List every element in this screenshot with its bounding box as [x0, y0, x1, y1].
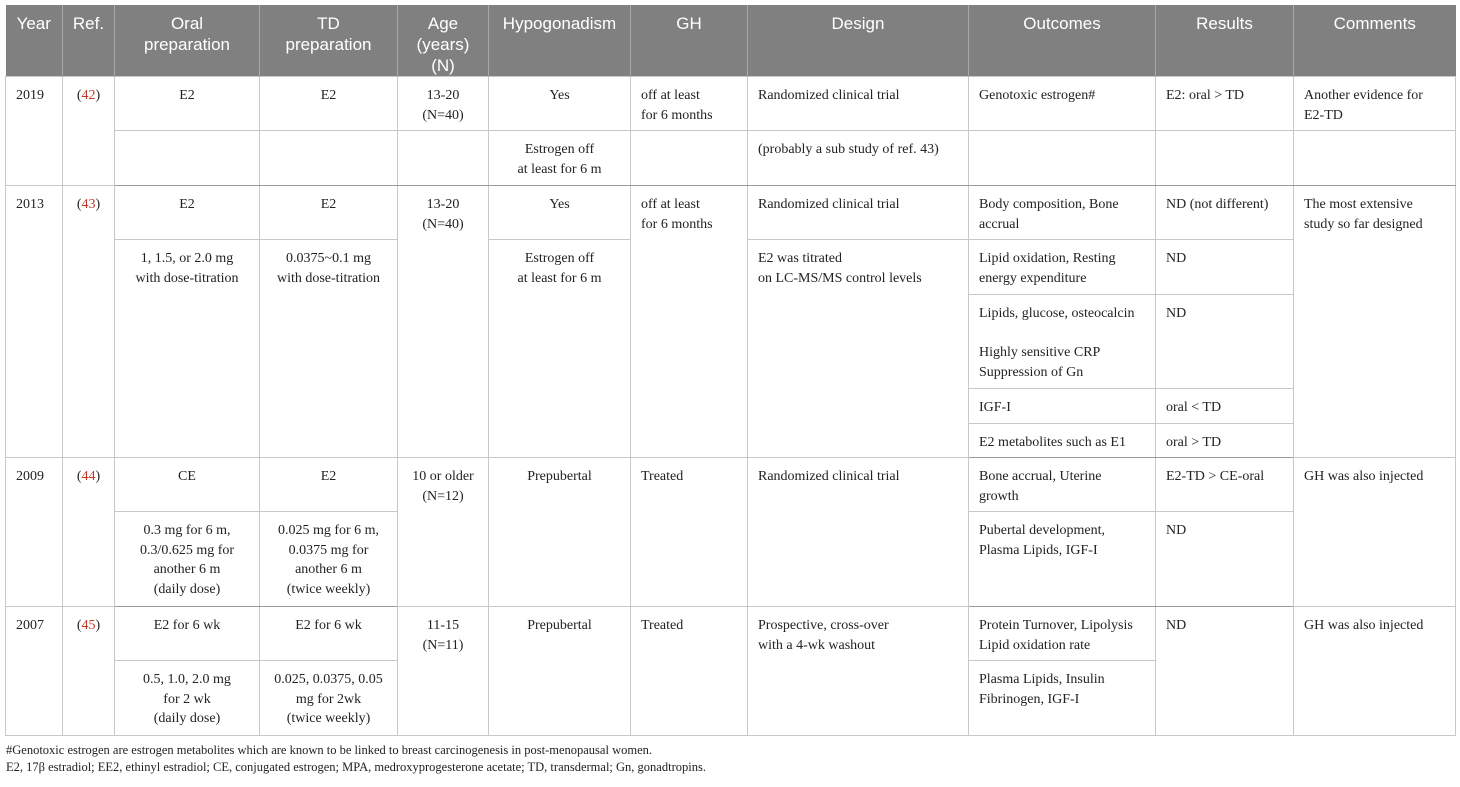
empty-cell — [631, 131, 748, 186]
td-preparation-cell: 0.025, 0.0375, 0.05 mg for 2wk (twice weekly) — [260, 661, 398, 736]
oral-preparation-cell: 0.3 mg for 6 m, 0.3/0.625 mg for another 6 m (daily dose) — [115, 512, 260, 607]
footnote-genotoxic: #Genotoxic estrogen are estrogen metabolites which are known to be linked to breast carcinogenesis in post-menopausal women. — [6, 743, 652, 757]
ref-paren: ( — [76, 469, 82, 484]
ref-paren: ) — [95, 618, 101, 633]
year-cell: 2009 — [6, 458, 63, 607]
oral-preparation-cell: CE — [115, 458, 260, 512]
ref-cell — [63, 77, 115, 186]
header-oral-preparation: Oral preparation — [115, 5, 260, 77]
comment-cell: GH was also injected — [1294, 458, 1456, 607]
study-comparison-table — [5, 5, 1456, 736]
outcome-cell: Lipid oxidation, Resting energy expenditure — [969, 240, 1156, 295]
outcome-cell: Genotoxic estrogen# — [969, 77, 1156, 131]
header-ref: Ref. — [63, 5, 115, 77]
result-cell: oral > TD — [1156, 424, 1294, 458]
header-comments: Comments — [1294, 5, 1456, 77]
ref-paren: ) — [95, 197, 101, 212]
result-cell: ND (not different) — [1156, 186, 1294, 240]
year-cell: 2007 — [6, 607, 63, 736]
td-preparation-cell: E2 — [260, 77, 398, 131]
table-container — [5, 5, 1455, 776]
age-cell: 13-20 (N=40) — [398, 77, 489, 131]
ref-paren: ( — [76, 88, 82, 103]
empty-cell — [1156, 131, 1294, 186]
ref-paren: ( — [76, 618, 82, 633]
header-year: Year — [6, 5, 63, 77]
td-preparation-cell: E2 — [260, 458, 398, 512]
ref-cell — [63, 458, 115, 607]
result-cell: oral < TD — [1156, 389, 1294, 424]
result-cell: E2: oral > TD — [1156, 77, 1294, 131]
ref-cell — [63, 186, 115, 458]
hypogonadism-cell: Estrogen off at least for 6 m — [489, 131, 631, 186]
ref-link[interactable]: 45 — [81, 618, 96, 633]
header-row — [6, 5, 1456, 77]
ref-paren: ) — [95, 88, 101, 103]
ref-paren: ( — [76, 197, 82, 212]
table-footnotes — [5, 742, 1455, 776]
hypogonadism-cell: Yes — [489, 186, 631, 240]
comment-cell: Another evidence for E2-TD — [1294, 77, 1456, 131]
age-cell: 13-20 (N=40) — [398, 186, 489, 458]
gh-cell: off at least for 6 months — [631, 186, 748, 458]
ref-paren: ) — [95, 469, 101, 484]
oral-preparation-cell: E2 — [115, 186, 260, 240]
td-preparation-cell: 0.025 mg for 6 m, 0.0375 mg for another 6 m (twice weekly) — [260, 512, 398, 607]
oral-preparation-cell: 0.5, 1.0, 2.0 mg for 2 wk (daily dose) — [115, 661, 260, 736]
table-row — [6, 458, 1456, 512]
comment-cell: The most extensive study so far designed — [1294, 186, 1456, 458]
age-cell: 10 or older (N=12) — [398, 458, 489, 607]
header-gh: GH — [631, 5, 748, 77]
design-cell: (probably a sub study of ref. 43) — [748, 131, 969, 186]
outcome-cell: E2 metabolites such as E1 — [969, 424, 1156, 458]
design-cell: Randomized clinical trial — [748, 458, 969, 607]
hypogonadism-cell: Prepubertal — [489, 458, 631, 607]
outcome-cell: Plasma Lipids, Insulin Fibrinogen, IGF-I — [969, 661, 1156, 736]
header-design: Design — [748, 5, 969, 77]
empty-cell — [115, 131, 260, 186]
header-td-preparation: TD preparation — [260, 5, 398, 77]
result-cell: ND — [1156, 512, 1294, 607]
oral-preparation-cell: 1, 1.5, or 2.0 mg with dose-titration — [115, 240, 260, 458]
result-cell: E2-TD > CE-oral — [1156, 458, 1294, 512]
ref-link[interactable]: 44 — [81, 469, 96, 484]
outcome-cell: Pubertal development, Plasma Lipids, IGF-I — [969, 512, 1156, 607]
hypogonadism-cell: Prepubertal — [489, 607, 631, 736]
result-cell: ND — [1156, 240, 1294, 295]
empty-cell — [398, 131, 489, 186]
ref-link[interactable]: 43 — [81, 197, 96, 212]
result-cell: ND — [1156, 295, 1294, 389]
age-cell: 11-15 (N=11) — [398, 607, 489, 736]
empty-cell — [1294, 131, 1456, 186]
design-cell: Randomized clinical trial — [748, 186, 969, 240]
hypogonadism-cell: Yes — [489, 77, 631, 131]
design-cell: Prospective, cross-over with a 4-wk washout — [748, 607, 969, 736]
header-age: Age (years) (N) — [398, 5, 489, 77]
design-cell: Randomized clinical trial — [748, 77, 969, 131]
empty-cell — [260, 131, 398, 186]
header-results: Results — [1156, 5, 1294, 77]
ref-cell — [63, 607, 115, 736]
empty-cell — [969, 131, 1156, 186]
gh-cell: Treated — [631, 458, 748, 607]
gh-cell: off at least for 6 months — [631, 77, 748, 131]
oral-preparation-cell: E2 — [115, 77, 260, 131]
gh-cell: Treated — [631, 607, 748, 736]
design-cell: E2 was titrated on LC-MS/MS control levels — [748, 240, 969, 458]
comment-cell: GH was also injected — [1294, 607, 1456, 736]
table-row — [6, 186, 1456, 240]
year-cell: 2013 — [6, 186, 63, 458]
td-preparation-cell: 0.0375~0.1 mg with dose-titration — [260, 240, 398, 458]
outcome-cell: Bone accrual, Uterine growth — [969, 458, 1156, 512]
outcome-cell: Body composition, Bone accrual — [969, 186, 1156, 240]
td-preparation-cell: E2 — [260, 186, 398, 240]
oral-preparation-cell: E2 for 6 wk — [115, 607, 260, 661]
result-cell: ND — [1156, 607, 1294, 736]
footnote-abbreviations: E2, 17β estradiol; EE2, ethinyl estradiol; CE, conjugated estrogen; MPA, medroxyprogesterone acetate; TD, transdermal; Gn, gonadtropins. — [6, 760, 706, 774]
ref-link[interactable]: 42 — [81, 88, 96, 103]
table-row — [6, 131, 1456, 186]
table-row — [6, 77, 1456, 131]
td-preparation-cell: E2 for 6 wk — [260, 607, 398, 661]
hypogonadism-cell: Estrogen off at least for 6 m — [489, 240, 631, 458]
outcome-cell: Lipids, glucose, osteocalcin Highly sensitive CRP Suppression of Gn — [969, 295, 1156, 389]
year-cell: 2019 — [6, 77, 63, 186]
outcome-cell: IGF-I — [969, 389, 1156, 424]
table-row — [6, 607, 1456, 661]
outcome-cell: Protein Turnover, Lipolysis Lipid oxidation rate — [969, 607, 1156, 661]
header-outcomes: Outcomes — [969, 5, 1156, 77]
header-hypogonadism: Hypogonadism — [489, 5, 631, 77]
